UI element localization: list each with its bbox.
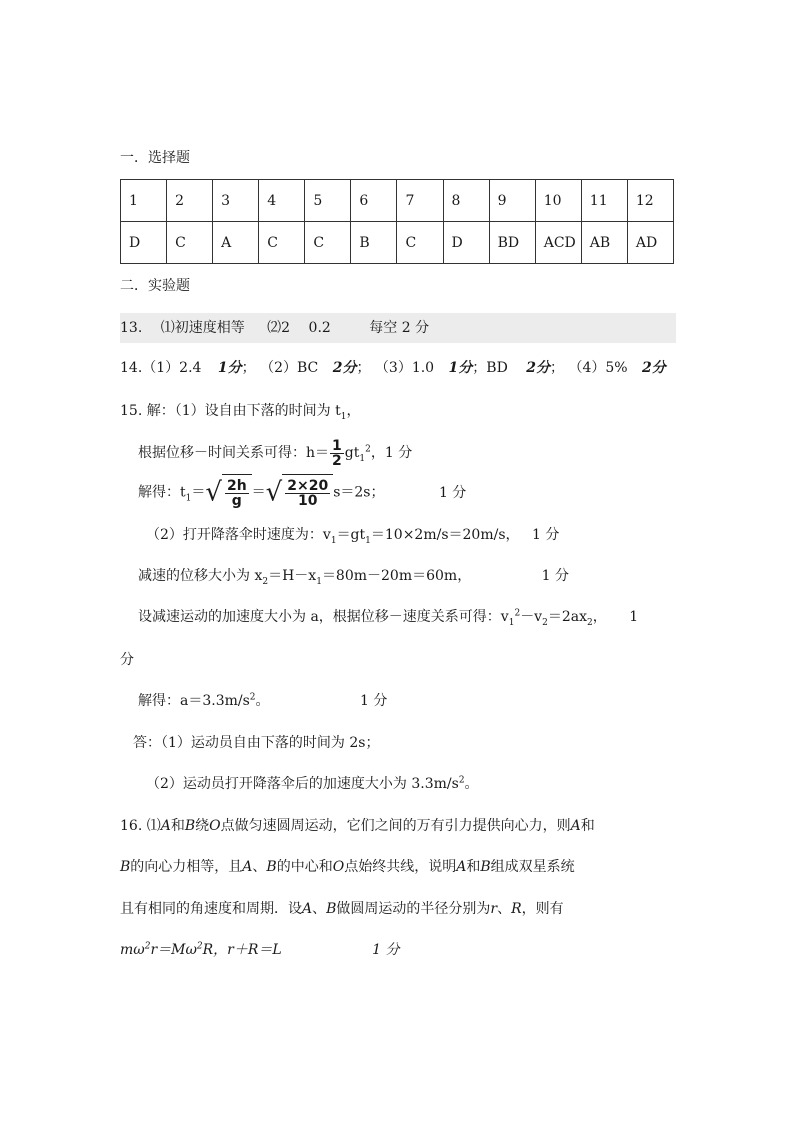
q14-score3: 1分 bbox=[448, 360, 473, 376]
table-cell-answer: AB bbox=[581, 222, 627, 264]
var-o: O bbox=[209, 818, 221, 834]
table-cell-answer: C bbox=[305, 222, 351, 264]
q16-line2 bbox=[120, 857, 575, 877]
q15-line2-gt: gt bbox=[344, 445, 360, 461]
q13-score: 每空 2 分 bbox=[369, 320, 430, 336]
q15-line2-score: ，1 分 bbox=[370, 445, 413, 461]
superscript: 2 bbox=[144, 941, 151, 952]
table-cell-answer: C bbox=[259, 222, 305, 264]
table-cell-answer: A bbox=[213, 222, 259, 264]
q13-part1: ⑴初速度相等 bbox=[160, 320, 245, 336]
q14-score5: 2分 bbox=[642, 360, 666, 376]
q14-answer4: BD bbox=[486, 360, 508, 376]
table-cell-answer: BD bbox=[489, 222, 535, 264]
table-cell-answer: D bbox=[121, 222, 167, 264]
table-cell-number: 2 bbox=[167, 180, 213, 222]
q15-line8-score: 1 分 bbox=[359, 693, 388, 709]
table-cell-number: 3 bbox=[213, 180, 259, 222]
table-cell-number: 6 bbox=[351, 180, 397, 222]
q15-line4 bbox=[146, 525, 559, 545]
q14-separator: ； bbox=[472, 360, 487, 376]
q15-line2 bbox=[138, 438, 412, 468]
q15-line4-calc: ＝10×2m/s＝20m/s， bbox=[370, 527, 520, 543]
q14-separator: ； bbox=[550, 360, 565, 376]
subscript: 1 bbox=[340, 411, 347, 422]
subscript: 1 bbox=[185, 493, 192, 504]
q15-intro-text: 15. 解：（1）设自由下落的时间为 t bbox=[120, 403, 341, 419]
q15-line6-score: 1 bbox=[629, 609, 639, 625]
q15-line10 bbox=[146, 774, 479, 794]
var-big-r: R bbox=[511, 901, 522, 917]
superscript: 2 bbox=[458, 775, 465, 786]
q16-line4-score: 1 分 bbox=[372, 942, 400, 958]
q14-answer3: （3）1.0 bbox=[374, 360, 435, 376]
q15-line8-end: 。 bbox=[255, 693, 270, 709]
q13-part2: ⑵2 bbox=[267, 320, 291, 336]
table-cell-number: 11 bbox=[581, 180, 627, 222]
var-a: A bbox=[302, 901, 313, 917]
q15-line9: 答：（1）运动员自由下落的时间为 2s； bbox=[133, 735, 380, 751]
var-b: B bbox=[120, 859, 131, 875]
table-cell-answer: C bbox=[167, 222, 213, 264]
q15-line4-text: （2）打开降落伞时速度为：v bbox=[146, 527, 331, 543]
q14-separator: ； bbox=[356, 360, 371, 376]
sqrt-numeric bbox=[266, 474, 334, 511]
text: ，则有 bbox=[521, 901, 564, 917]
text: 、 bbox=[312, 901, 327, 917]
q15-line8-text: 解得：a＝3.3m/s bbox=[138, 693, 250, 709]
q15-line4-gt: ＝gt bbox=[336, 527, 366, 543]
q14-number: 14. bbox=[120, 360, 143, 376]
subscript: 2 bbox=[587, 617, 593, 628]
answer-table-number-row bbox=[121, 180, 674, 222]
q15-line3-text: 解得：t bbox=[138, 484, 186, 501]
q15-line10-text: （2）运动员打开降落伞后的加速度大小为 3.3m/s bbox=[146, 776, 459, 792]
table-cell-answer: D bbox=[443, 222, 489, 264]
var-b: B bbox=[184, 818, 196, 834]
q16-line4 bbox=[120, 940, 400, 960]
q15-line6-text: 设减速运动的加速度大小为 a，根据位移－速度关系可得：v bbox=[138, 609, 509, 625]
text: 点做匀速圆周运动，它们之间的万有引力提供向心力，则 bbox=[220, 818, 571, 834]
q16-line3 bbox=[120, 899, 564, 919]
table-cell-number: 7 bbox=[397, 180, 443, 222]
fraction-numerator: 2×20 bbox=[287, 477, 329, 494]
table-cell-number: 10 bbox=[535, 180, 581, 222]
subscript: 2 bbox=[262, 576, 269, 587]
text: 和 bbox=[580, 818, 595, 834]
table-cell-number: 5 bbox=[305, 180, 351, 222]
superscript: 2 bbox=[196, 941, 203, 952]
fraction-numerator: 2h bbox=[226, 477, 247, 494]
q15-line5-calc: ＝80m－20m＝60m， bbox=[321, 568, 472, 584]
q15-line5-text: 减速的位移大小为 x bbox=[138, 568, 263, 584]
table-cell-answer: AD bbox=[627, 222, 673, 264]
sqrt-2h-over-g bbox=[205, 474, 251, 511]
radical-sign: √ bbox=[265, 477, 283, 508]
q14-answer5: （4）5% bbox=[568, 360, 628, 376]
var-a: A bbox=[242, 859, 253, 875]
q14-score2: 2分 bbox=[332, 360, 357, 376]
text: 点始终共线，说明 bbox=[344, 859, 457, 875]
subscript: 1 bbox=[316, 576, 322, 587]
subscript: 1 bbox=[508, 617, 515, 628]
q14-score1: 1分 bbox=[217, 360, 242, 376]
formula-part: R，r＋R＝L bbox=[202, 942, 282, 958]
q15-line5-expr: ＝H－x bbox=[268, 568, 317, 584]
text: 和 bbox=[466, 859, 481, 875]
subscript: 2 bbox=[542, 617, 548, 628]
table-cell-number: 9 bbox=[489, 180, 535, 222]
table-cell-answer: B bbox=[351, 222, 397, 264]
q15-line2-text: 根据位移－时间关系可得：h＝ bbox=[138, 445, 330, 461]
q15-line6-minus: －v bbox=[520, 609, 543, 625]
text: 组成双星系统 bbox=[490, 859, 575, 875]
answer-table bbox=[120, 179, 674, 264]
q13-line bbox=[120, 318, 429, 338]
q15-line7: 分 bbox=[120, 652, 134, 668]
fraction-numerator: 1 bbox=[332, 437, 342, 454]
equals-sign: ＝ bbox=[191, 484, 206, 501]
q14-line bbox=[120, 358, 666, 378]
q15-line8 bbox=[138, 691, 387, 711]
q14-separator: ； bbox=[241, 360, 256, 376]
subscript: 1 bbox=[330, 535, 337, 546]
formula-part: r＝Mω bbox=[150, 942, 197, 958]
fraction-denominator: g bbox=[231, 492, 242, 509]
fraction bbox=[225, 479, 249, 508]
superscript: 2 bbox=[249, 692, 256, 703]
var-b: B bbox=[266, 859, 277, 875]
fraction-one-half bbox=[330, 439, 344, 468]
text: 的向心力相等，且 bbox=[130, 859, 243, 875]
var-b: B bbox=[480, 859, 491, 875]
var-a: A bbox=[160, 818, 171, 834]
q15-line6-rhs: ＝2ax bbox=[547, 609, 587, 625]
q15-line5 bbox=[138, 566, 569, 586]
subscript: 1 bbox=[365, 535, 371, 546]
text: 和 bbox=[170, 818, 185, 834]
q15-line3-score: 1 分 bbox=[438, 484, 467, 501]
var-a: A bbox=[456, 859, 467, 875]
subscript: 1 bbox=[359, 453, 366, 464]
text: 绕 bbox=[195, 818, 210, 834]
text: 、 bbox=[497, 901, 512, 917]
q14-answer2: （2）BC bbox=[260, 360, 319, 376]
q15-line3 bbox=[138, 474, 466, 511]
text: 的中心和 bbox=[276, 859, 333, 875]
q15-line6 bbox=[138, 607, 638, 627]
radical-sign: √ bbox=[205, 477, 222, 508]
table-cell-answer: ACD bbox=[535, 222, 581, 264]
var-o: O bbox=[332, 859, 345, 875]
answer-table-answer-row bbox=[121, 222, 674, 264]
q16-line1 bbox=[120, 816, 595, 836]
q15-intro bbox=[120, 401, 360, 421]
fraction-denominator: 2 bbox=[332, 452, 342, 469]
table-cell-number: 12 bbox=[627, 180, 673, 222]
var-a: A bbox=[570, 818, 581, 834]
table-cell-answer: C bbox=[397, 222, 443, 264]
fraction-denominator: 10 bbox=[297, 492, 318, 509]
section1-heading: 一．选择题 bbox=[120, 150, 190, 166]
q15-intro-end: ， bbox=[346, 403, 361, 419]
q14-answer1: （1）2.4 bbox=[142, 360, 202, 376]
section2-heading: 二．实验题 bbox=[120, 278, 190, 294]
q15-line3-result: s＝2s； bbox=[333, 484, 385, 501]
q15-line6-comma: ， bbox=[592, 609, 607, 625]
fraction bbox=[285, 479, 330, 508]
q16-line1-start: 16. ⑴ bbox=[120, 818, 161, 834]
text: 且有相同的角速度和周期．设 bbox=[120, 901, 302, 917]
superscript: 2 bbox=[365, 444, 371, 455]
q15-line5-score: 1 分 bbox=[541, 568, 570, 584]
q14-score4: 2分 bbox=[526, 360, 551, 376]
q15-line4-score: 1 分 bbox=[531, 527, 560, 543]
text: 做圆周运动的半径分别为 bbox=[336, 901, 491, 917]
table-cell-number: 4 bbox=[259, 180, 305, 222]
q13-part3: 0.2 bbox=[308, 320, 331, 336]
var-b: B bbox=[326, 901, 337, 917]
text: 、 bbox=[252, 859, 267, 875]
equals-sign: ＝ bbox=[251, 484, 266, 501]
q13-number: 13. bbox=[120, 320, 143, 336]
superscript: 2 bbox=[514, 608, 521, 619]
table-cell-number: 8 bbox=[443, 180, 489, 222]
table-cell-number: 1 bbox=[121, 180, 167, 222]
var-r: r bbox=[490, 901, 498, 917]
q15-line10-end: 。 bbox=[464, 776, 479, 792]
formula-part: mω bbox=[120, 942, 145, 958]
